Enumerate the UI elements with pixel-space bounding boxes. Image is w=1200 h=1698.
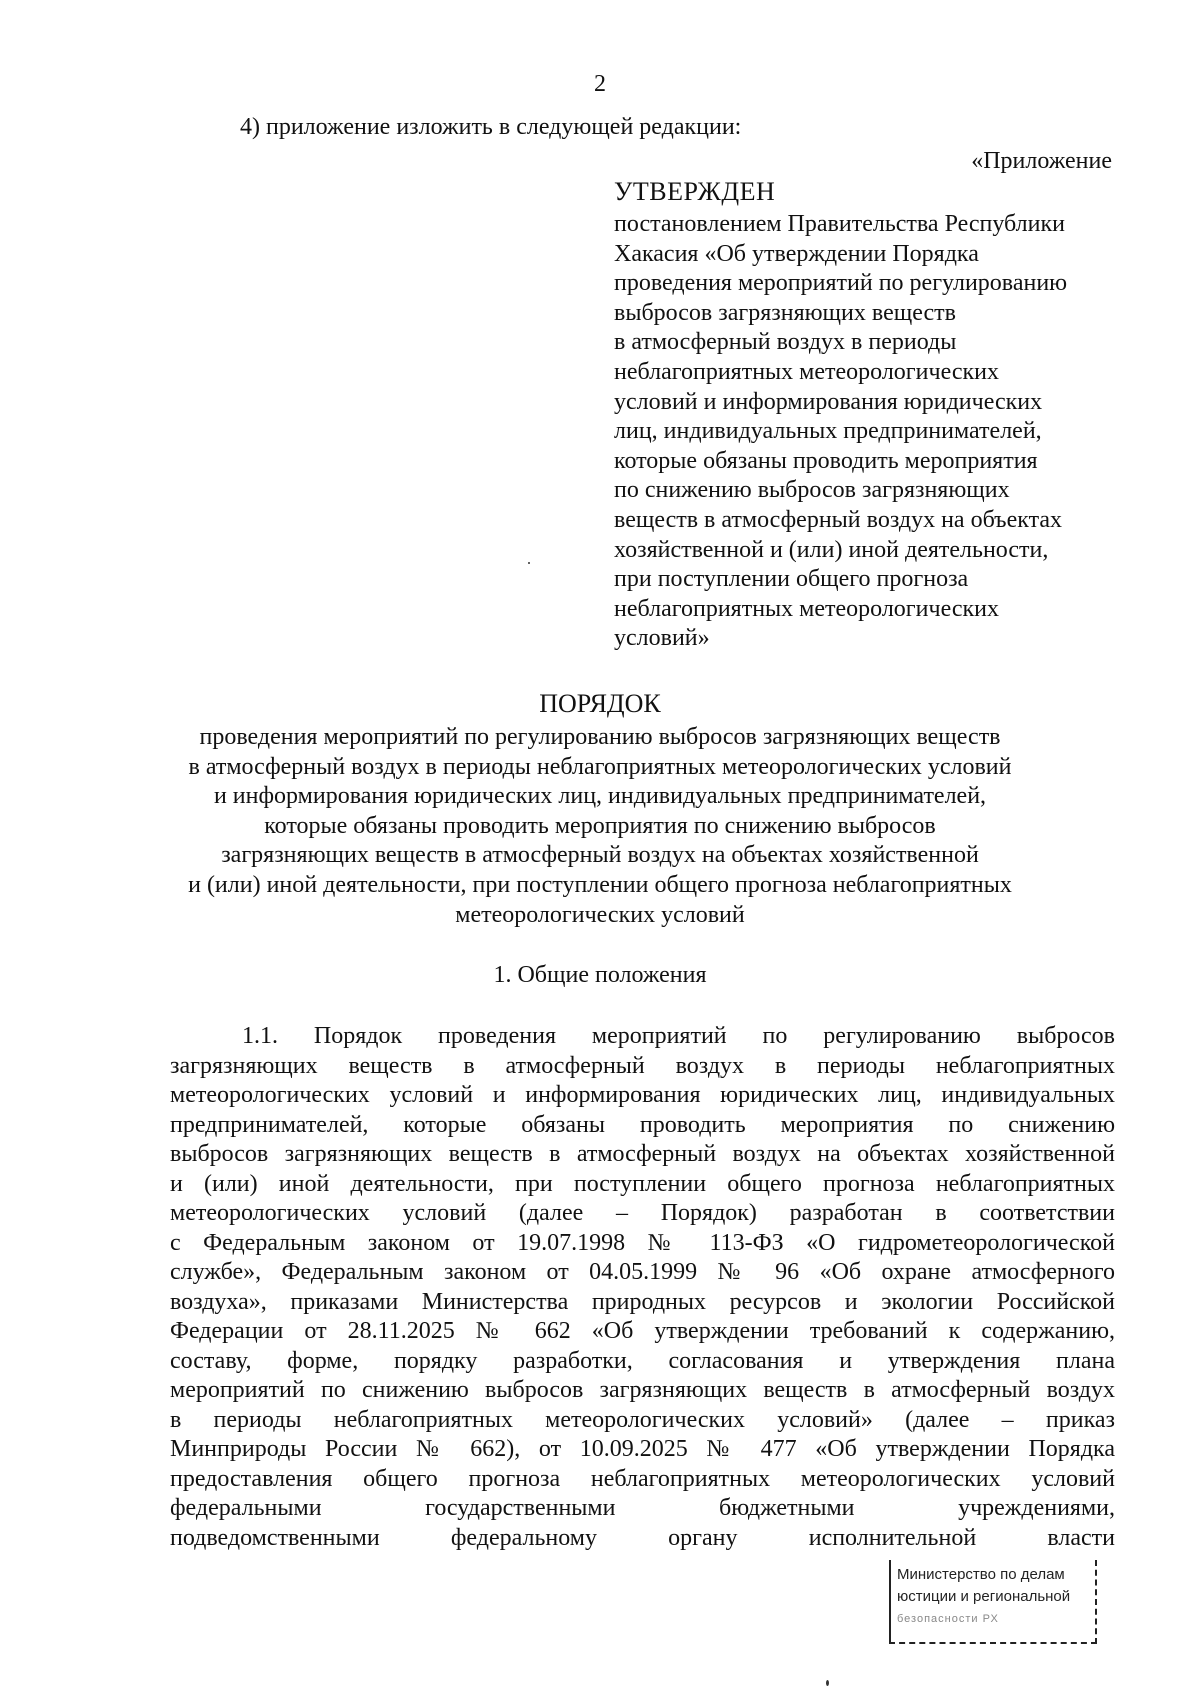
paragraph-line: метеорологических условий (далее – Порядок) разработан в соответствии [170,1200,1115,1226]
paragraph-line: загрязняющих веществ в атмосферный воздух в периоды неблагоприятных [170,1052,1115,1079]
paragraph-line: в периоды неблагоприятных метеорологических условий» (далее – приказ [170,1406,1115,1433]
approval-line: условий» [614,625,710,652]
paragraph-line: 1.1. Порядок проведения мероприятий по регулированию выбросов [242,1023,1115,1049]
approval-line: неблагоприятных метеорологических [614,358,999,385]
order-subtitle-line: и информирования юридических лиц, индивидуальных предпринимателей, [213,783,987,810]
paragraph-line: с Федеральным законом от 19.07.1998 № 113-ФЗ «О гидрометеорологической [170,1229,1115,1256]
approval-line: постановлением Правительства Республики [614,211,1065,237]
scan-speck [826,1680,829,1686]
scan-speck [528,562,530,564]
stamp-line: юстиции и региональной [897,1588,1071,1605]
stamp-line-faded: безопасности РХ [897,1613,999,1625]
amendment-line: 4) приложение изложить в следующей редакции: [240,114,742,140]
paragraph-line: Федерации от 28.11.2025 № 662 «Об утверждении требований к содержанию, [170,1318,1115,1344]
paragraph-line: и (или) иной деятельности, при поступлении общего прогноза неблагоприятных [170,1170,1115,1197]
order-title: ПОРЯДОК [539,689,661,718]
order-subtitle-line: которые обязаны проводить мероприятия по снижению выбросов [264,812,936,839]
order-subtitle-line: в атмосферный воздух в периоды неблагоприятных метеорологических условий [188,753,1012,780]
paragraph-line: службе», Федеральным законом от 04.05.1999 № 96 «Об охране атмосферного [170,1259,1115,1285]
order-subtitle-line: загрязняющих веществ в атмосферный воздух на объектах хозяйственной [221,842,979,869]
approval-line: лиц, индивидуальных предпринимателей, [614,418,1042,445]
paragraph-line: мероприятий по снижению выбросов загрязняющих веществ в атмосферный воздух [170,1377,1115,1403]
approval-heading: УТВЕРЖДЕН [614,177,776,206]
approval-line: при поступлении общего прогноза [614,566,969,593]
paragraph-line: подведомственными федеральному органу исполнительной власти [170,1524,1115,1551]
paragraph-line: составу, форме, порядку разработки, согласования и утверждения плана [170,1347,1115,1374]
approval-line: условий и информирования юридических [614,388,1043,415]
order-subtitle-line: и (или) иной деятельности, при поступлении общего прогноза неблагоприятных [188,871,1012,898]
approval-block [614,174,1134,654]
paragraph-line: Минприроды России № 662), от 10.09.2025 № 477 «Об утверждении Порядка [170,1436,1115,1462]
approval-line: неблагоприятных метеорологических [614,595,999,622]
section-heading: 1. Общие положения [493,962,707,988]
annex-title: «Приложение [971,148,1112,174]
paragraph-1-1 [170,1022,1115,1553]
paragraph-line: федеральными государственными бюджетными учреждениями, [170,1495,1115,1521]
order-subtitle [0,723,1200,930]
approval-line: веществ в атмосферный воздух на объектах [614,506,1063,533]
approval-line: Хакасия «Об утверждении Порядка [614,240,979,267]
stamp-line: Министерство по делам [897,1566,1065,1583]
approval-text [614,210,1134,654]
registration-stamp [889,1560,1097,1644]
paragraph-line: выбросов загрязняющих веществ в атмосферный воздух на объектах хозяйственной [170,1141,1115,1167]
approval-line: выбросов загрязняющих веществ [614,299,956,326]
paragraph-line: воздуха», приказами Министерства природных ресурсов и экологии Российской [170,1288,1115,1315]
paragraph-line: метеорологических условий и информирования юридических лиц, индивидуальных [170,1082,1115,1108]
order-subtitle-line: проведения мероприятий по регулированию выбросов загрязняющих веществ [199,724,1001,750]
approval-line: которые обязаны проводить мероприятия [614,447,1038,474]
approval-line: проведения мероприятий по регулированию [614,270,1068,297]
approval-line: хозяйственной и (или) иной деятельности, [614,536,1049,563]
approval-line: по снижению выбросов загрязняющих [614,477,1010,504]
approval-line: в атмосферный воздух в периоды [614,329,957,356]
paragraph-line: предоставления общего прогноза неблагоприятных метеорологических условий [170,1465,1115,1492]
paragraph-line: предпринимателей, которые обязаны проводить мероприятия по снижению [170,1111,1115,1138]
page-number: 2 [594,71,606,97]
order-subtitle-line: метеорологических условий [455,901,745,928]
